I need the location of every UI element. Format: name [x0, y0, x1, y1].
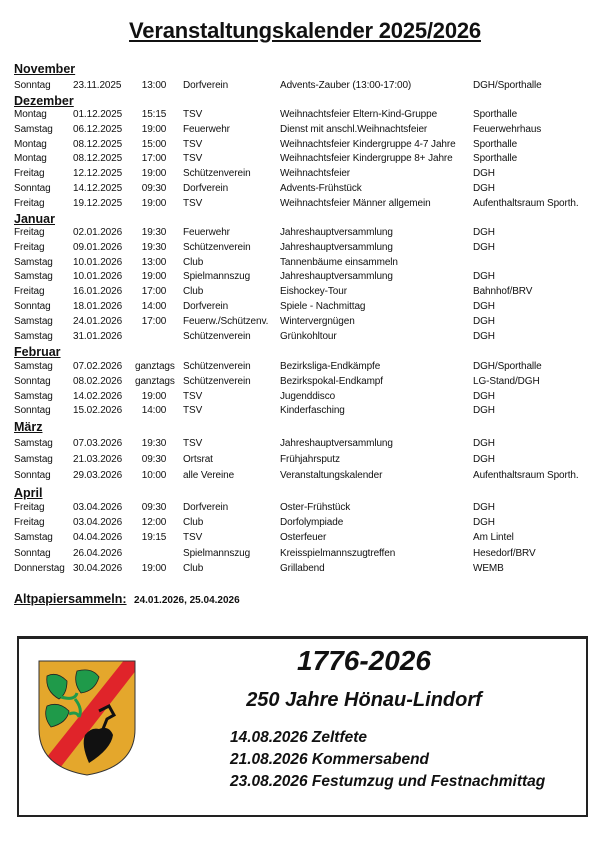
event-organizer: TSV [183, 532, 203, 544]
event-organizer: Club [183, 562, 204, 574]
event-date: 08.02.2026 [73, 375, 123, 387]
event-time: ganztags [135, 375, 175, 387]
event-day: Montag [14, 138, 47, 150]
event-time: 19:15 [141, 532, 167, 544]
event-event: Advents-Frühstück [280, 183, 362, 194]
event-row [0, 502, 610, 516]
event-location: DGH [473, 183, 495, 194]
event-event: Advents-Zauber (13:00-17:00) [280, 80, 412, 91]
event-location: DGH [473, 271, 495, 283]
event-organizer: Spielmannszug [183, 271, 251, 283]
festivity-item: 14.08.2026 Zeltfete [230, 729, 368, 746]
event-location: Feuerwehrhaus [473, 123, 542, 135]
event-event: Frühjahrsputz [280, 454, 340, 466]
event-day: Sonntag [14, 375, 51, 387]
event-location: DGH [473, 502, 495, 513]
event-organizer: Dorfverein [183, 183, 229, 194]
event-row [0, 109, 610, 123]
event-day: Samstag [14, 271, 53, 283]
jubilee-headline: 250 Jahre Hönau-Lindorf [246, 689, 482, 711]
event-row [0, 242, 610, 256]
event-row [0, 124, 610, 138]
event-event: Bezirksliga-Endkämpfe [280, 361, 381, 372]
event-row [0, 168, 610, 182]
event-event: Weihnachtsfeier Männer allgemein [280, 197, 431, 209]
event-location: DGH/Sporthalle [473, 361, 542, 372]
event-event: Bezirkspokal-Endkampf [280, 375, 383, 387]
event-row [0, 470, 610, 484]
event-time: ganztags [135, 361, 175, 372]
event-location: WEMB [473, 562, 504, 574]
event-time: 12:00 [141, 517, 167, 529]
event-day: Sonntag [14, 301, 51, 312]
event-event: Tannenbäume einsammeln [280, 256, 398, 268]
event-location: Aufenthaltsraum Sporth. [473, 470, 579, 482]
month-heading: April [14, 486, 43, 500]
event-row [0, 316, 610, 330]
event-location: DGH [473, 227, 495, 238]
event-organizer: Dorfverein [183, 301, 229, 312]
event-day: Sonntag [14, 470, 51, 482]
event-day: Sonntag [14, 183, 51, 194]
event-date: 29.03.2026 [73, 470, 123, 482]
event-event: Kreisspielmannszugtreffen [280, 547, 396, 559]
event-day: Samstag [14, 454, 53, 466]
event-location: DGH [473, 405, 495, 417]
event-time: 19:30 [141, 438, 167, 449]
event-day: Samstag [14, 315, 53, 327]
event-event: Weihnachtsfeier Kindergruppe 8+ Jahre [280, 153, 453, 165]
event-time: 15:00 [141, 138, 167, 150]
event-date: 10.01.2026 [73, 256, 123, 268]
event-day: Sonntag [14, 80, 51, 91]
event-location: DGH/Sporthalle [473, 80, 542, 91]
event-time: 19:30 [141, 241, 167, 253]
festivity-item: 23.08.2026 Festumzug und Festnachmittag [230, 773, 546, 790]
jubilee-years: 1776-2026 [297, 645, 431, 676]
event-date: 31.01.2026 [73, 330, 123, 342]
event-date: 10.01.2026 [73, 271, 123, 283]
event-row [0, 301, 610, 315]
event-location: DGH [473, 454, 495, 466]
event-organizer: TSV [183, 153, 203, 165]
event-day: Freitag [14, 517, 45, 529]
event-organizer: TSV [183, 138, 203, 150]
event-day: Samstag [14, 256, 53, 268]
event-row [0, 139, 610, 153]
event-organizer: Dorfverein [183, 80, 229, 91]
month-heading: März [14, 420, 43, 434]
event-day: Montag [14, 153, 47, 165]
event-day: Freitag [14, 227, 45, 238]
event-day: Freitag [14, 502, 45, 513]
event-day: Samstag [14, 330, 53, 342]
event-date: 21.03.2026 [73, 454, 123, 466]
event-event: Weihnachtsfeier Eltern-Kind-Gruppe [280, 109, 438, 120]
event-date: 04.04.2026 [73, 532, 123, 544]
altpapier-dates: 24.01.2026, 25.04.2026 [134, 595, 240, 606]
event-date: 14.02.2026 [73, 390, 123, 402]
event-location: DGH [473, 241, 495, 253]
event-organizer: Feuerwehr [183, 227, 230, 238]
event-location: Bahnhof/BRV [473, 286, 533, 298]
festivity-item: 21.08.2026 Kommersabend [230, 751, 430, 768]
event-time: 14:00 [141, 301, 167, 312]
event-row [0, 257, 610, 271]
event-row [0, 376, 610, 390]
event-row [0, 80, 610, 94]
event-location: Sporthalle [473, 138, 518, 150]
event-row [0, 331, 610, 345]
event-row [0, 563, 610, 577]
event-day: Montag [14, 109, 47, 120]
event-date: 15.02.2026 [73, 405, 123, 417]
event-day: Freitag [14, 168, 45, 180]
event-location: Hesedorf/BRV [473, 547, 536, 559]
event-row [0, 361, 610, 375]
event-organizer: TSV [183, 405, 203, 417]
event-event: Jugenddisco [280, 390, 336, 402]
event-location: Aufenthaltsraum Sporth. [473, 197, 579, 209]
event-location: LG-Stand/DGH [473, 375, 540, 387]
event-row [0, 153, 610, 167]
event-organizer: Feuerw./Schützenv. [183, 315, 269, 327]
event-date: 07.03.2026 [73, 438, 123, 449]
event-organizer: Schützenverein [183, 330, 251, 342]
event-time: 19:00 [141, 197, 167, 209]
event-organizer: Spielmannszug [183, 547, 251, 559]
event-day: Donnerstag [14, 562, 65, 574]
event-event: Weihnachtsfeier [280, 168, 351, 180]
event-date: 03.04.2026 [73, 517, 123, 529]
event-location: DGH [473, 315, 495, 327]
event-day: Samstag [14, 532, 53, 544]
event-time: 09:30 [141, 502, 167, 513]
event-location: Sporthalle [473, 109, 518, 120]
event-date: 19.12.2025 [73, 197, 123, 209]
event-day: Freitag [14, 241, 45, 253]
event-organizer: Club [183, 286, 204, 298]
event-organizer: Schützenverein [183, 241, 251, 253]
event-location: DGH [473, 517, 495, 529]
event-event: Jahreshauptversammlung [280, 227, 393, 238]
event-event: Jahreshauptversammlung [280, 241, 393, 253]
event-row [0, 183, 610, 197]
event-event: Veranstaltungskalender [280, 470, 383, 482]
jubilee-box [17, 636, 588, 817]
event-organizer: Schützenverein [183, 168, 251, 180]
event-organizer: Schützenverein [183, 375, 251, 387]
event-time: 19:00 [141, 562, 167, 574]
event-date: 26.04.2026 [73, 547, 123, 559]
event-time: 10:00 [141, 470, 167, 482]
event-location: DGH [473, 301, 495, 312]
event-event: Dienst mit anschl.Weihnachtsfeier [280, 123, 428, 135]
event-time: 17:00 [141, 315, 167, 327]
event-organizer: Club [183, 517, 204, 529]
event-time: 17:00 [141, 286, 167, 298]
event-date: 24.01.2026 [73, 315, 123, 327]
event-day: Samstag [14, 123, 53, 135]
event-date: 14.12.2025 [73, 183, 123, 194]
event-location: Am Lintel [473, 532, 514, 544]
event-organizer: Ortsrat [183, 454, 213, 466]
event-row [0, 517, 610, 531]
event-event: Weihnachtsfeier Kindergruppe 4-7 Jahre [280, 138, 456, 150]
event-time: 14:00 [141, 405, 167, 417]
event-date: 16.01.2026 [73, 286, 123, 298]
event-location: DGH [473, 438, 495, 449]
altpapier-label: Altpapiersammeln: [14, 592, 127, 606]
event-time: 17:00 [141, 153, 167, 165]
event-date: 09.01.2026 [73, 241, 123, 253]
event-event: Spiele - Nachmittag [280, 301, 366, 312]
event-time: 19:00 [141, 168, 167, 180]
event-time: 13:00 [141, 80, 167, 91]
event-date: 12.12.2025 [73, 168, 123, 180]
event-time: 09:30 [141, 183, 167, 194]
event-date: 08.12.2025 [73, 138, 123, 150]
event-time: 19:30 [141, 227, 167, 238]
event-row [0, 548, 610, 562]
event-row [0, 271, 610, 285]
event-row [0, 454, 610, 468]
page-title: Veranstaltungskalender 2025/2026 [129, 18, 481, 43]
event-time: 15:15 [141, 109, 167, 120]
event-row [0, 405, 610, 419]
event-organizer: Club [183, 256, 204, 268]
event-organizer: Feuerwehr [183, 123, 230, 135]
event-time: 09:30 [141, 454, 167, 466]
event-organizer: TSV [183, 390, 203, 402]
event-date: 01.12.2025 [73, 109, 123, 120]
event-organizer: TSV [183, 109, 203, 120]
month-heading: Februar [14, 345, 61, 359]
event-organizer: Schützenverein [183, 361, 251, 372]
event-event: Jahreshauptversammlung [280, 271, 393, 283]
event-day: Sonntag [14, 405, 51, 417]
event-time: 19:00 [141, 271, 167, 283]
event-date: 23.11.2025 [73, 80, 122, 91]
event-event: Grünkohltour [280, 330, 337, 342]
event-day: Freitag [14, 197, 45, 209]
event-location: DGH [473, 390, 495, 402]
event-row [0, 198, 610, 212]
event-row [0, 227, 610, 241]
event-date: 08.12.2025 [73, 153, 123, 165]
event-event: Grillabend [280, 562, 325, 574]
event-organizer: alle Vereine [183, 470, 235, 482]
event-date: 18.01.2026 [73, 301, 123, 312]
month-heading: Januar [14, 212, 55, 226]
event-location: DGH [473, 168, 495, 180]
event-day: Samstag [14, 390, 53, 402]
event-organizer: TSV [183, 197, 203, 209]
event-event: Oster-Frühstück [280, 502, 351, 513]
event-event: Osterfeuer [280, 532, 327, 544]
event-row [0, 438, 610, 452]
month-heading: November [14, 62, 76, 76]
event-day: Samstag [14, 361, 53, 372]
event-date: 30.04.2026 [73, 562, 123, 574]
event-date: 06.12.2025 [73, 123, 123, 135]
event-date: 07.02.2026 [73, 361, 123, 372]
event-time: 19:00 [141, 123, 167, 135]
event-row [0, 532, 610, 546]
event-event: Eishockey-Tour [280, 286, 347, 298]
event-date: 02.01.2026 [73, 227, 123, 238]
event-event: Dorfolympiade [280, 517, 344, 529]
event-time: 13:00 [141, 256, 167, 268]
event-location: Sporthalle [473, 153, 518, 165]
event-time: 19:00 [141, 390, 167, 402]
event-date: 03.04.2026 [73, 502, 123, 513]
event-event: Kinderfasching [280, 405, 345, 417]
event-day: Freitag [14, 286, 45, 298]
event-location: DGH [473, 330, 495, 342]
event-organizer: Dorfverein [183, 502, 229, 513]
event-row [0, 286, 610, 300]
event-event: Jahreshauptversammlung [280, 438, 393, 449]
event-organizer: TSV [183, 438, 203, 449]
coat-of-arms-icon [37, 659, 137, 782]
event-day: Samstag [14, 438, 53, 449]
event-day: Sonntag [14, 547, 51, 559]
event-event: Wintervergnügen [280, 315, 355, 327]
event-row [0, 391, 610, 405]
altpapier-section [14, 592, 240, 606]
month-heading: Dezember [14, 94, 74, 108]
